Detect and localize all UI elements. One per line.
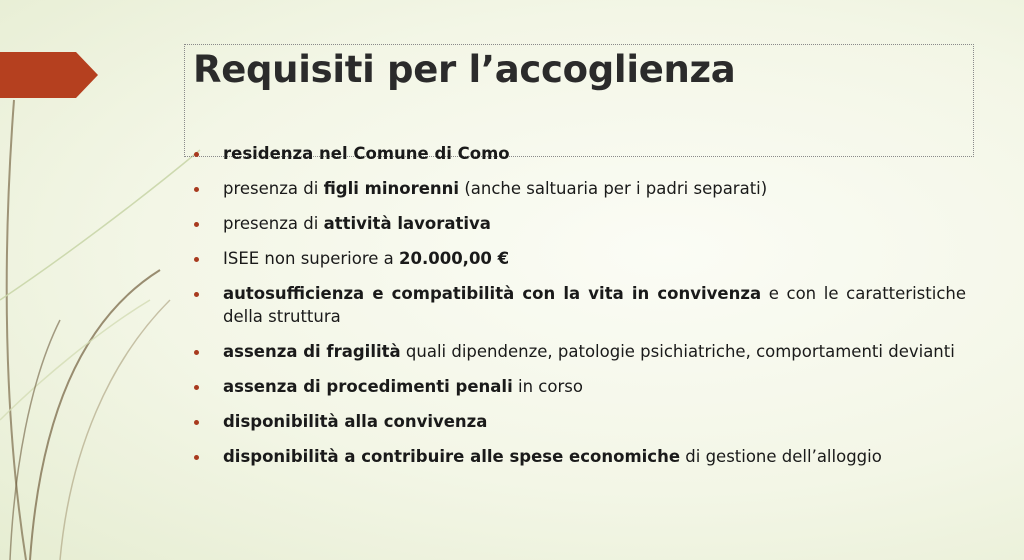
item-text: presenza di	[223, 179, 324, 198]
slide-title: Requisiti per l’accoglienza	[193, 48, 736, 91]
list-item	[192, 375, 966, 398]
item-text-bold: autosufficienza e compatibilità con la vita in convivenza	[223, 284, 762, 303]
bullet-icon	[194, 350, 199, 355]
list-item	[192, 247, 966, 270]
list-item	[192, 212, 966, 235]
item-text-bold: attività lavorativa	[323, 214, 491, 233]
list-item	[192, 340, 966, 363]
item-text: di gestione dell’alloggio	[680, 447, 882, 466]
arrow-tab-icon	[0, 52, 98, 98]
list-item	[192, 177, 966, 200]
item-text-bold: disponibilità alla convivenza	[223, 412, 488, 431]
list-item	[192, 410, 966, 433]
bullet-icon	[194, 455, 199, 460]
item-text-bold: disponibilità a contribuire alle spese economiche	[223, 447, 681, 466]
item-text: presenza di	[223, 214, 324, 233]
bullet-icon	[194, 222, 199, 227]
list-item	[192, 445, 966, 468]
bullet-icon	[194, 187, 199, 192]
item-text: quali dipendenze, patologie psichiatriche, comportamenti devianti	[400, 342, 955, 361]
item-text-bold: 20.000,00 €	[399, 249, 510, 268]
bullet-icon	[194, 385, 199, 390]
list-item	[192, 282, 966, 328]
item-text: residenza nel Comune di Como	[223, 144, 510, 163]
item-text-bold: assenza di fragilità	[223, 342, 401, 361]
bullet-icon	[194, 292, 199, 297]
list-item	[192, 142, 966, 165]
item-text-bold: figli minorenni	[323, 179, 460, 198]
item-text: e con le caratteristiche della struttura	[223, 284, 966, 326]
item-text: (anche saltuaria per i padri separati)	[459, 179, 768, 198]
bullet-icon	[194, 257, 199, 262]
requirements-list	[192, 142, 966, 480]
item-text: in corso	[512, 377, 583, 396]
item-text: ISEE non superiore a	[223, 249, 400, 268]
bullet-icon	[194, 420, 199, 425]
item-text-bold: assenza di procedimenti penali	[223, 377, 513, 396]
bullet-icon	[194, 152, 199, 157]
